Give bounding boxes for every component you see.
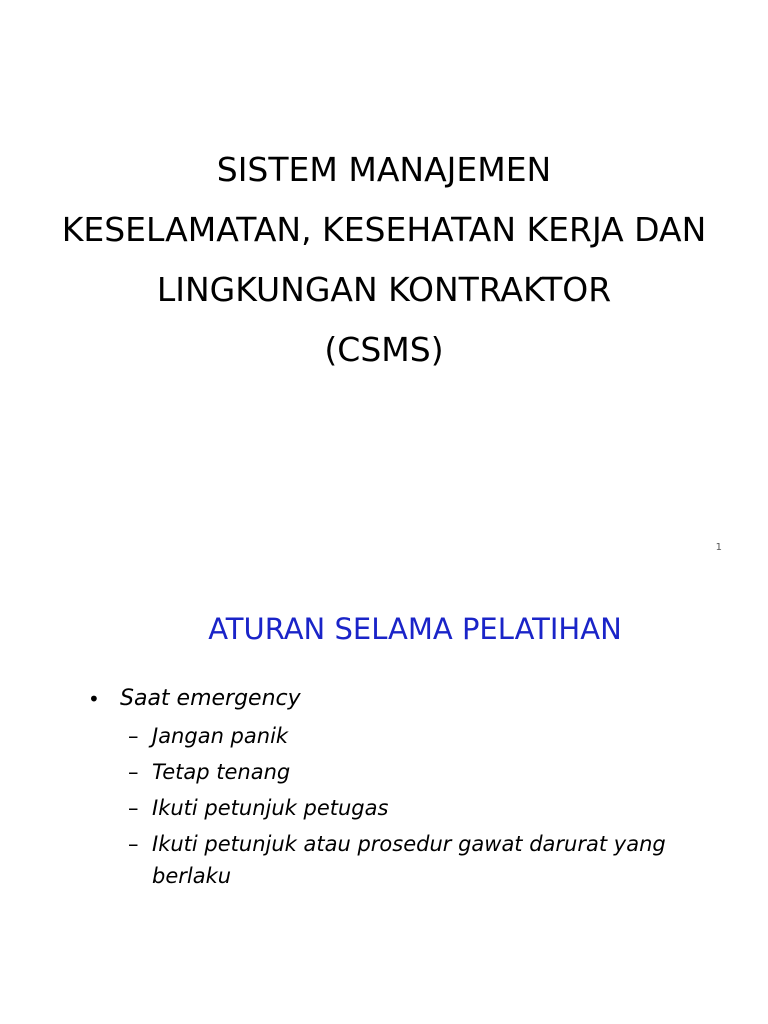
slide-2-title: ATURAN SELAMA PELATIHAN: [208, 612, 622, 646]
dash-marker: –: [128, 796, 139, 820]
sub-item-text: Tetap tenang: [152, 760, 291, 784]
title-line-3: LINGKUNGAN KONTRAKTOR: [156, 270, 612, 309]
sub-item: [88, 792, 708, 824]
title-line-1: SISTEM MANAJEMEN: [216, 150, 552, 189]
sub-item: [88, 720, 708, 752]
sub-item-text: Ikuti petunjuk atau prosedur gawat darurat yang berlaku: [152, 832, 666, 888]
bullet-item: [88, 682, 708, 716]
slide-2: [0, 576, 768, 1024]
sub-item: [88, 828, 708, 892]
bullet-list: [88, 682, 708, 892]
bullet-marker: •: [88, 687, 100, 711]
title-line-4: (CSMS): [324, 330, 444, 369]
dash-marker: –: [128, 760, 139, 784]
sub-list: [88, 720, 708, 892]
sub-item-text: Ikuti petunjuk petugas: [152, 796, 389, 820]
title-line-2: KESELAMATAN, KESEHATAN KERJA DAN: [61, 210, 707, 249]
sub-item: [88, 756, 708, 788]
sub-item-text: Jangan panik: [152, 724, 289, 748]
dash-marker: –: [128, 832, 139, 856]
slide-page-number: 1: [715, 542, 722, 553]
slide-1-title: [0, 140, 768, 380]
bullet-text: Saat emergency: [120, 686, 301, 711]
dash-marker: –: [128, 724, 139, 748]
